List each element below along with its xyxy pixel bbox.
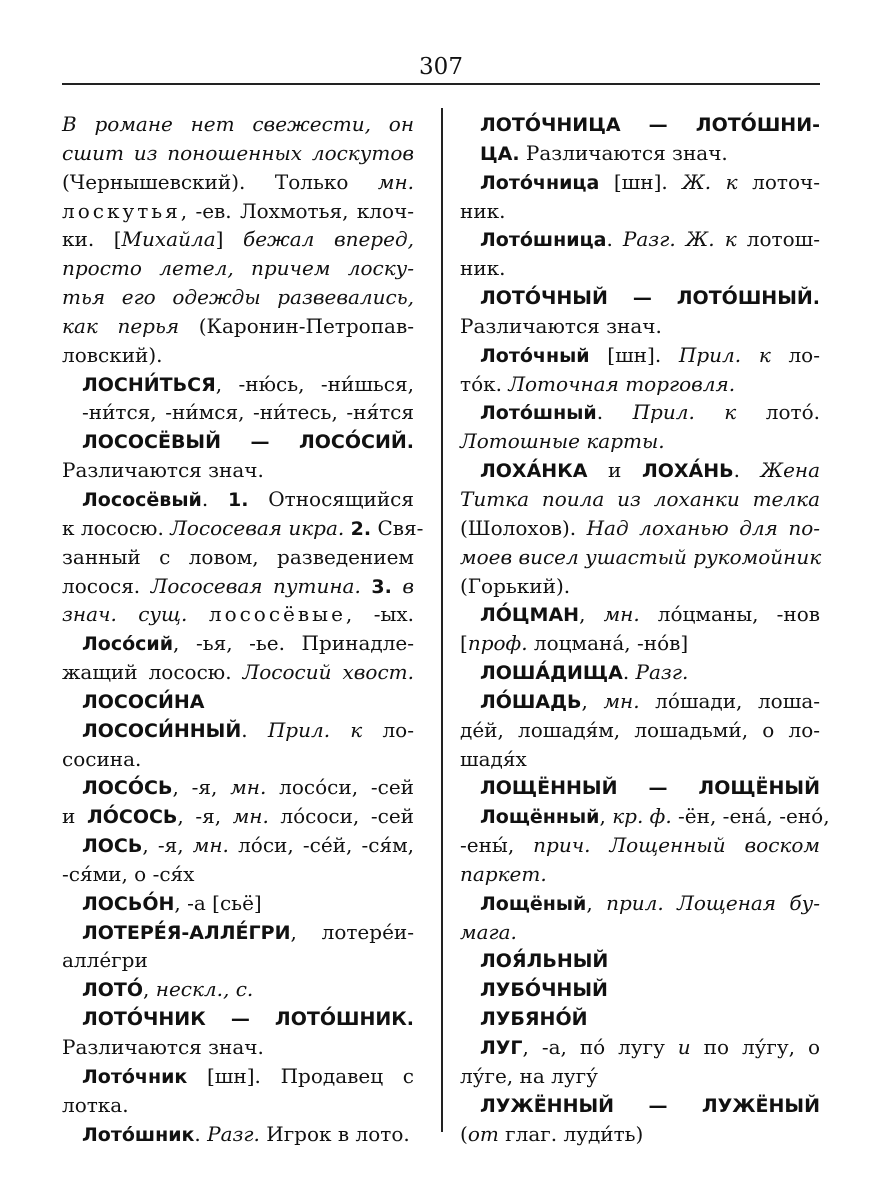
text-line — [62, 485, 414, 514]
line-text — [187, 602, 208, 626]
text-line — [460, 1062, 820, 1091]
line-text: моев висел ушастый рукомойник — [460, 544, 822, 569]
line-text: кр. ф. — [612, 804, 672, 829]
line-text: сосина. — [62, 746, 142, 771]
line-text — [361, 574, 372, 598]
text-line — [62, 889, 414, 918]
headword: ЛОСОСИ́ННЫЙ — [82, 719, 242, 742]
line-text: Свя- — [371, 515, 424, 540]
line-text: мн. — [603, 688, 640, 713]
line-text: по лу́гу, о — [690, 1035, 820, 1059]
line-text: Различаются знач. — [62, 1035, 264, 1059]
text-line — [62, 600, 414, 629]
headword: ЛУБЯНО́Й — [480, 1008, 588, 1031]
text-line — [460, 398, 820, 427]
line-text: , лотере́и- — [290, 919, 414, 944]
line-text: просто летел, причем лоску- — [62, 256, 414, 281]
headword: Лото́чный — [480, 344, 590, 367]
text-line — [62, 1033, 414, 1062]
headword: ЛОСЬО́Н — [82, 892, 175, 915]
text-line — [460, 1120, 820, 1149]
left-column — [62, 110, 424, 1148]
text-line — [62, 860, 414, 889]
line-text: проф. — [467, 631, 528, 656]
line-text: Жена — [760, 458, 821, 483]
text-line — [460, 312, 820, 341]
line-text: бежал вперед, — [242, 227, 414, 252]
line-text: Над лоханью для по- — [586, 515, 820, 540]
text-line — [62, 1004, 414, 1033]
line-text: , — [586, 890, 607, 915]
text-line — [460, 1033, 820, 1062]
line-text: В романе нет свежести, он — [62, 112, 414, 136]
headword: ЛОХА́НЬ — [641, 460, 734, 483]
headword: ЛОТО́ЧНЫЙ — ЛОТО́ШНЫЙ. — [480, 287, 820, 310]
line-text: (Горький). — [460, 573, 571, 598]
text-line — [460, 946, 820, 975]
text-line — [460, 1091, 820, 1120]
text-line — [460, 629, 820, 658]
text-line — [460, 254, 820, 283]
text-line — [460, 889, 820, 918]
headword: Лото́чник — [82, 1065, 188, 1088]
text-line — [62, 514, 424, 543]
text-line — [62, 225, 414, 254]
line-text: к лососю. — [62, 515, 171, 540]
headword: ЦА. — [480, 142, 520, 165]
line-text: Лососевая путина. — [150, 573, 361, 598]
headword: 1. — [228, 488, 249, 511]
text-line — [62, 543, 414, 572]
line-text: . — [596, 400, 633, 425]
headword: ЛОТО́ЧНИЦА — ЛОТО́ШНИ- — [480, 114, 820, 136]
text-line — [460, 773, 820, 802]
text-line — [460, 485, 820, 514]
line-text: ло- — [362, 717, 414, 742]
text-line — [62, 370, 414, 399]
line-text: [ — [460, 631, 468, 656]
text-line — [460, 370, 820, 399]
line-text: Разг. Ж. к — [622, 227, 737, 252]
line-text: , -а [сьё] — [174, 890, 262, 915]
line-text: [шн]. — [589, 342, 679, 367]
line-text: ник. — [460, 198, 506, 223]
line-text: . — [194, 1121, 208, 1146]
line-text: и — [587, 458, 642, 483]
text-line — [62, 427, 414, 456]
line-text: . — [606, 227, 623, 252]
line-text: , -ню́сь, -ни́шься, — [215, 371, 414, 396]
text-line — [62, 1091, 414, 1120]
line-text: ло́цманы, -нов — [639, 602, 821, 627]
line-text: (Шолохов). — [460, 515, 587, 540]
line-text: ] — [215, 227, 243, 252]
line-text: прич. Лощенный воском — [533, 833, 820, 858]
line-text: , — [143, 977, 156, 1002]
line-text: Разг. — [207, 1121, 260, 1146]
line-text: Лососевая икра. — [170, 515, 345, 540]
line-text: ( — [460, 1121, 468, 1146]
text-line — [460, 427, 820, 456]
line-text: мн. — [192, 833, 229, 858]
text-line — [460, 456, 820, 485]
headword: ЛУГ — [480, 1037, 523, 1059]
headword: ЛОСОСИ́НА — [82, 690, 205, 713]
line-text: глаг. луди́ть) — [498, 1121, 644, 1146]
text-line — [62, 197, 414, 226]
headword: Лосо́сий — [82, 633, 174, 656]
headword: ЛО́ЦМАН — [480, 604, 580, 627]
line-text: -ни́тся, -ни́мся, -ни́тесь, -ня́тся — [82, 400, 414, 425]
line-text: -ся́ми, о -ся́х — [62, 861, 195, 886]
line-text: мн. — [230, 775, 267, 800]
text-line — [460, 860, 820, 889]
line-text: ник. — [460, 256, 506, 281]
text-line — [460, 918, 820, 947]
page-number: 307 — [419, 54, 463, 80]
line-text: Относящийся — [248, 486, 414, 511]
headword: ЛУБО́ЧНЫЙ — [480, 979, 608, 1002]
line-text: в — [391, 573, 414, 598]
headword: ЛО́ШАДЬ — [480, 690, 582, 713]
line-text: ло- — [770, 342, 820, 367]
line-text: Прил. к — [678, 342, 771, 367]
text-line — [62, 168, 414, 197]
text-line — [62, 975, 414, 1004]
line-text: сшит из поношенных лоскутов — [62, 140, 414, 165]
headword: Лото́чница — [480, 171, 600, 194]
line-text: то́к. — [460, 371, 509, 396]
headword: ЛОХА́НКА — [480, 460, 588, 483]
header-rule — [62, 83, 820, 85]
headword: Лососёвый — [82, 488, 202, 511]
line-text: , — [599, 804, 613, 829]
text-line — [62, 716, 414, 745]
line-text: как перья — [62, 313, 180, 338]
headword: ЛОСОСЁВЫЙ — ЛОСО́СИЙ. — [82, 431, 414, 454]
text-line — [460, 687, 820, 716]
line-text: ло́соси, -сей — [268, 804, 415, 829]
line-text: ло́шади, лоша- — [639, 688, 820, 713]
headword: Лото́шный — [480, 402, 597, 425]
right-column — [460, 110, 830, 1148]
headword: ЛОЩЁННЫЙ — ЛОЩЁНЫЙ — [480, 777, 820, 800]
text-line — [62, 456, 414, 485]
headword: ЛОСЬ — [82, 835, 143, 858]
line-text: лоскутья — [62, 198, 181, 223]
line-text: Михайла — [121, 227, 216, 252]
text-line — [62, 312, 414, 341]
text-line — [62, 745, 414, 774]
line-text: . — [201, 486, 228, 511]
text-line — [62, 341, 414, 370]
headword: Лото́шник — [82, 1123, 195, 1146]
line-text: , -а, по́ лугу — [522, 1035, 678, 1059]
headword: Лощёный — [480, 892, 587, 915]
text-line — [460, 225, 820, 254]
line-text: ло́си, -се́й, -ся́м, — [228, 833, 414, 858]
headword: ЛОЯ́ЛЬНЫЙ — [480, 950, 609, 973]
text-line — [460, 572, 820, 601]
line-text: ки. [ — [62, 227, 122, 252]
text-line — [62, 946, 414, 975]
text-line — [460, 514, 820, 543]
headword: ЛОТО́ЧНИК — ЛОТО́ШНИК. — [82, 1008, 414, 1031]
line-text: , -ев. Лохмотья, клоч- — [180, 198, 414, 223]
headword: ЛОСО́СЬ — [82, 777, 173, 800]
text-line — [460, 139, 820, 168]
line-text: Лоточная торговля. — [508, 371, 736, 396]
line-text: мн. — [603, 602, 640, 627]
text-line — [460, 341, 820, 370]
line-text: , -я, — [172, 775, 231, 800]
line-text: . — [733, 458, 761, 483]
line-text: де́й, лошадя́м, лошадьми́, о ло- — [460, 717, 820, 742]
line-text: ловский). — [62, 342, 163, 367]
line-text: (Каронин-Петропав- — [179, 313, 414, 338]
line-text: лотка. — [62, 1092, 129, 1117]
text-line — [62, 831, 414, 860]
line-text: [шн]. Продавец с — [187, 1063, 414, 1088]
line-text: лосо́си, -сей — [266, 775, 414, 800]
line-text: , -ья, -ье. Принадле- — [173, 631, 414, 656]
line-text: мн. — [377, 169, 414, 194]
text-line — [62, 918, 414, 947]
text-line — [62, 283, 414, 312]
headword: ЛОТЕРЕ́Я-АЛЛЕ́ГРИ — [82, 921, 291, 944]
line-text: Прил. к — [632, 400, 737, 425]
text-line — [62, 254, 414, 283]
line-text: и — [677, 1035, 691, 1059]
line-text: , -я, — [177, 804, 233, 829]
text-line — [460, 975, 820, 1004]
line-text: , -я, — [142, 833, 193, 858]
text-line — [62, 658, 414, 687]
line-text: от — [467, 1121, 499, 1146]
text-line — [62, 139, 414, 168]
line-text: Прил. к — [267, 717, 363, 742]
text-line — [62, 773, 414, 802]
text-line — [62, 802, 414, 831]
text-line — [460, 745, 820, 774]
text-line — [62, 398, 414, 427]
line-text: , — [581, 688, 604, 713]
line-text: лосося. — [62, 573, 151, 598]
line-text: тья его одежды развевались, — [62, 285, 414, 310]
text-line — [460, 658, 820, 687]
line-text: шадя́х — [460, 746, 527, 771]
line-text: паркет. — [460, 861, 547, 886]
line-text: . — [241, 717, 268, 742]
headword: ЛОТО́ — [82, 979, 144, 1002]
text-line — [460, 1004, 820, 1033]
line-text: Лотошные карты. — [460, 429, 665, 454]
line-text: (Чернышевский). Только — [62, 169, 378, 194]
line-text: лоцмана́, -но́в] — [527, 631, 689, 656]
text-line — [460, 802, 830, 831]
text-line — [460, 716, 820, 745]
headword: Лощённый — [480, 806, 600, 829]
line-text: лото́. — [736, 400, 820, 425]
text-line — [62, 629, 414, 658]
line-text: Лососий хвост. — [242, 660, 414, 685]
text-line — [460, 110, 820, 139]
line-text: жащий лососю. — [62, 660, 243, 685]
line-text: Различаются знач. — [460, 313, 662, 338]
headword: ЛОША́ДИЩА — [480, 662, 623, 685]
line-text: -ён, -ена́, -ено́, — [671, 804, 830, 829]
line-text: лоточ- — [737, 169, 820, 194]
line-text: лососёвые — [208, 602, 346, 627]
line-text: лотош- — [736, 227, 821, 252]
line-text: . — [622, 660, 636, 685]
text-line — [460, 600, 820, 629]
text-line — [62, 572, 414, 601]
text-line — [62, 687, 414, 716]
line-text: , — [579, 602, 604, 627]
line-text: Разг. — [635, 660, 689, 685]
headword: ЛОСНИ́ТЬСЯ — [82, 373, 216, 396]
column-divider — [441, 108, 443, 1132]
line-text: знач. сущ. — [62, 602, 188, 627]
line-text: и — [62, 804, 87, 829]
line-text: [шн]. — [599, 169, 683, 194]
line-text: Игрок в лото. — [259, 1121, 410, 1146]
text-line — [460, 543, 820, 572]
line-text: прил. Лощеная бу- — [606, 890, 820, 915]
headword: ЛУЖЁННЫЙ — ЛУЖЁНЫЙ — [480, 1094, 820, 1117]
headword: 2. — [350, 517, 372, 540]
line-text: мага. — [460, 919, 517, 944]
line-text: Титка поила из лоханки телка — [460, 486, 820, 511]
headword: Лото́шница — [480, 229, 607, 252]
line-text: , -ых. — [345, 602, 415, 627]
line-text: нескл., с. — [155, 977, 254, 1002]
line-text: Ж. к — [682, 169, 738, 194]
text-line — [62, 110, 414, 139]
headword: 3. — [371, 575, 392, 598]
line-text: -ены́, — [460, 833, 534, 858]
text-line — [62, 1062, 414, 1091]
text-line — [460, 197, 820, 226]
line-text: Различаются знач. — [62, 458, 264, 483]
text-line — [460, 168, 820, 197]
line-text: занный с ловом, разведением — [62, 544, 414, 569]
text-line — [62, 1120, 414, 1149]
line-text: мн. — [232, 804, 269, 829]
text-line — [460, 831, 820, 860]
line-text: алле́гри — [62, 948, 148, 973]
headword: ЛО́СОСЬ — [86, 806, 178, 829]
text-line — [460, 283, 820, 312]
line-text: лу́ге, на лугу́ — [460, 1063, 598, 1088]
line-text: Различаются знач. — [519, 140, 728, 165]
